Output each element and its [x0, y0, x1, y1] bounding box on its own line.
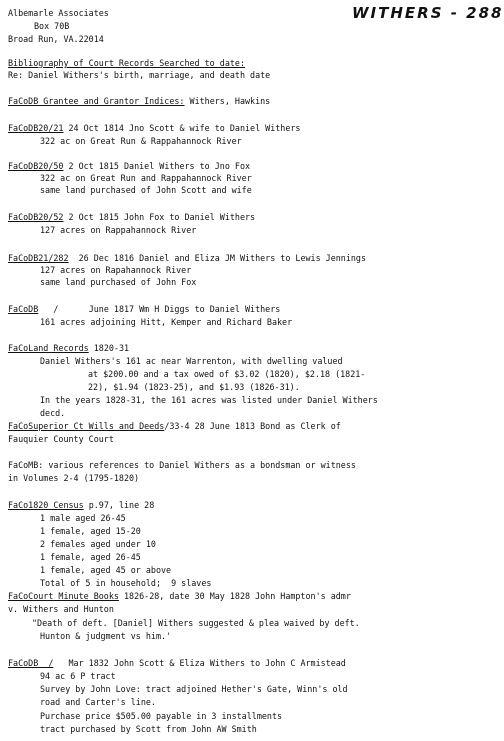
court-minutes-entry — [8, 591, 351, 601]
court-minutes-text: 1826-28, date 30 May 1828 John Hampton's admr — [123, 591, 351, 601]
land-records-years: 1820-31 — [93, 343, 130, 353]
letterhead-line2: Box 70B — [34, 21, 70, 31]
census-label: FaCo1820 Census — [8, 500, 84, 510]
deed-entry-3 — [8, 212, 255, 222]
deed-text: 2 Oct 1815 John Fox to Daniel Withers — [68, 212, 256, 222]
census-entry: Total of 5 in household; 9 slaves — [40, 578, 212, 588]
deed-entry-1 — [8, 123, 300, 133]
superior-court-entry — [8, 421, 341, 431]
deed-detail: 322 ac on Great Run and Rappahannock River — [40, 173, 252, 183]
court-minutes-quote: Hunton & judgment vs him.' — [40, 631, 172, 641]
superior-court-line2: Fauquier County Court — [8, 434, 114, 444]
deed-ref: FaCoDB20/21 — [8, 123, 64, 133]
census-entry: 1 female, aged 45 or above — [40, 565, 172, 575]
court-minutes-label: FaCoCourt Minute Books — [8, 591, 119, 601]
handwritten-note: WITHERS - 288 — [352, 4, 504, 22]
deed-text: 26 Dec 1816 Daniel and Eliza JM Withers to Lewis Jennings — [78, 253, 367, 263]
deed-detail: 127 acres on Rapahannock River — [40, 265, 192, 275]
land-records-label: FaCoLand Records — [8, 343, 89, 353]
final-deed-detail: Survey by John Love: tract adjoined Hether's Gate, Winn's old — [40, 684, 348, 694]
land-records-heading — [8, 343, 129, 353]
final-deed-ref: FaCoDB / — [8, 658, 54, 668]
superior-court-label: FaCoSuperior Ct Wills and Deeds — [8, 421, 165, 431]
census-heading — [8, 500, 154, 510]
indices-label: FaCoDB Grantee and Grantor Indices: — [8, 96, 185, 106]
deed-detail: same land purchased of John Scott and wife — [40, 185, 252, 195]
land-records-line: Daniel Withers's 161 ac near Warrenton, with dwelling valued — [40, 356, 343, 366]
final-deed-detail: tract purchased by Scott from John AW Smith — [40, 724, 257, 734]
deed-detail: 127 acres on Rappahannock River — [40, 225, 197, 235]
deed-detail: 322 ac on Great Run & Rappahannock River — [40, 136, 242, 146]
bibliography-subject: Re: Daniel Withers's birth, marriage, and death date — [8, 70, 271, 80]
minute-book-refs-line2: in Volumes 2-4 (1795-1820) — [8, 473, 140, 483]
letterhead-line1: Albemarle Associates — [8, 8, 109, 18]
court-minutes-quote: "Death of deft. [Daniel] Withers suggested & plea waived by deft. — [32, 618, 360, 628]
deed-entry-2 — [8, 161, 250, 171]
census-entry: 1 female, aged 26-45 — [40, 552, 141, 562]
deed-text: 24 Oct 1814 Jno Scott & wife to Daniel Withers — [68, 123, 301, 133]
letterhead-line3: Broad Run, VA.22014 — [8, 34, 104, 44]
deed-ref: FaCoDB21/282 — [8, 253, 69, 263]
deed-detail: 161 acres adjoining Hitt, Kemper and Richard Baker — [40, 317, 293, 327]
land-records-line: In the years 1828-31, the 161 acres was listed under Daniel Withers — [40, 395, 378, 405]
deed-text: / June 1817 Wm H Diggs to Daniel Withers — [53, 304, 281, 314]
census-entry: 1 female, aged 15-20 — [40, 526, 141, 536]
final-deed-text: Mar 1832 John Scott & Eliza Withers to John C Armistead — [53, 658, 346, 668]
deed-ref: FaCoDB20/50 — [8, 161, 64, 171]
deed-entry-5 — [8, 304, 280, 314]
final-deed-entry — [8, 658, 346, 668]
land-records-line: at $200.00 and a tax owed of $3.02 (1820), $2.18 (1821- — [88, 369, 366, 379]
final-deed-detail: Purchase price $505.00 payable in 3 installments — [40, 711, 283, 721]
deed-detail: same land purchased of John Fox — [40, 277, 197, 287]
deed-entry-4 — [8, 253, 366, 263]
deed-ref: FaCoDB20/52 — [8, 212, 64, 222]
court-minutes-line2: v. Withers and Hunton — [8, 604, 114, 614]
census-entry: 2 females aged under 10 — [40, 539, 156, 549]
land-records-line: decd. — [40, 408, 66, 418]
land-records-line: 22), $1.94 (1823-25), and $1.93 (1826-31). — [88, 382, 300, 392]
final-deed-detail: road and Carter's line. — [40, 697, 156, 707]
indices-line — [8, 96, 270, 106]
minute-book-refs-line1: FaCoMB: various references to Daniel Withers as a bondsman or witness — [8, 460, 356, 470]
deed-ref: FaCoDB — [8, 304, 39, 314]
final-deed-detail: 94 ac 6 P tract — [40, 671, 116, 681]
superior-court-text: /33-4 28 June 1813 Bond as Clerk of — [164, 421, 341, 431]
bibliography-heading: Bibliography of Court Records Searched to date: — [8, 58, 245, 68]
deed-text: 2 Oct 1815 Daniel Withers to Jno Fox — [68, 161, 251, 171]
census-entry: 1 male aged 26-45 — [40, 513, 126, 523]
census-ref: p.97, line 28 — [88, 500, 155, 510]
indices-text: Withers, Hawkins — [189, 96, 271, 106]
